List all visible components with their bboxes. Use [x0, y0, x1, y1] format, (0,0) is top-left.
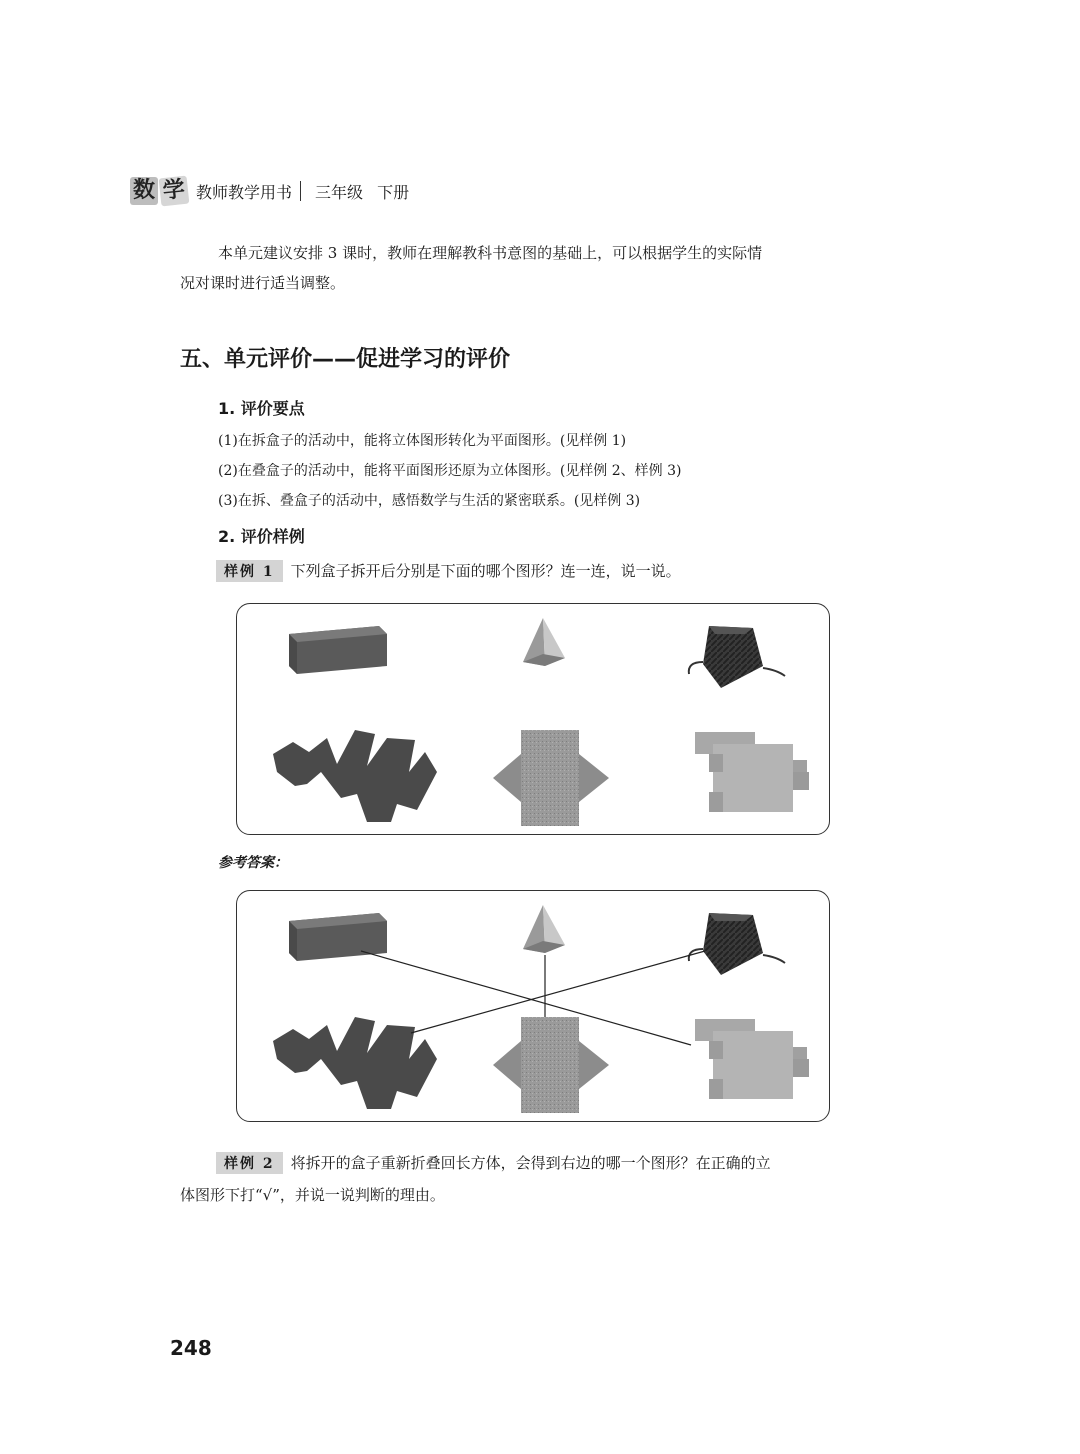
subject-logo: [130, 177, 190, 205]
volume-label: 下册: [377, 182, 410, 202]
matching-figure-art: [237, 604, 829, 834]
answer-net-long-box: [273, 1017, 437, 1109]
long-box-shape: [289, 626, 387, 674]
answer-triangular-box-shape: [523, 905, 565, 953]
answer-figure-art: [237, 891, 829, 1121]
trapezoid-box-shape: [689, 626, 785, 688]
subsection-examples: 2. 评价样例: [218, 527, 305, 546]
example-2-line-1: [216, 1152, 771, 1174]
example-1-question: [216, 560, 681, 582]
section-title: 五、单元评价——促进学习的评价: [180, 347, 511, 372]
net-long-box: [273, 730, 437, 822]
evaluation-point-2: (2)在叠盒子的活动中，能将平面图形还原为立体图形。(见样例 2、样例 3): [218, 463, 682, 479]
intro-line-2: 况对课时进行适当调整。: [180, 274, 346, 292]
triangular-box-shape: [523, 618, 565, 666]
example-1-text: 下列盒子拆开后分别是下面的哪个图形？连一连，说一说。: [290, 562, 681, 580]
net-triangular-box: [493, 730, 609, 826]
logo-char-1: 数: [130, 177, 158, 205]
answer-trapezoid-box-shape: [689, 913, 785, 975]
answer-figure: [236, 890, 830, 1122]
book-title: 教师教学用书: [196, 182, 293, 202]
answer-net-triangular-box: [493, 1017, 609, 1113]
intro-line-1: 本单元建议安排 3 课时，教师在理解教科书意图的基础上，可以根据学生的实际情: [218, 244, 763, 262]
logo-char-2: 学: [159, 176, 190, 207]
matching-figure: [236, 603, 830, 835]
answer-net-trapezoid-box: [695, 1019, 809, 1099]
grade-label: 三年级: [315, 182, 364, 202]
page-number: 248: [170, 1336, 212, 1360]
example-2-tag: 样例 2: [216, 1152, 283, 1174]
header-divider: [300, 181, 301, 201]
answer-label: 参考答案：: [218, 855, 288, 871]
evaluation-point-3: (3)在拆、叠盒子的活动中，感悟数学与生活的紧密联系。(见样例 3): [218, 493, 641, 509]
running-header: [130, 176, 409, 206]
example-2-text-1: 将拆开的盒子重新折叠回长方体，会得到右边的哪一个图形？在正确的立: [290, 1154, 771, 1172]
subsection-evaluation-points: 1. 评价要点: [218, 399, 305, 418]
net-trapezoid-box: [695, 732, 809, 812]
evaluation-point-1: (1)在拆盒子的活动中，能将立体图形转化为平面图形。(见样例 1): [218, 433, 627, 449]
example-1-tag: 样例 1: [216, 560, 283, 582]
example-2-line-2: 体图形下打“√”，并说一说判断的理由。: [180, 1186, 445, 1204]
